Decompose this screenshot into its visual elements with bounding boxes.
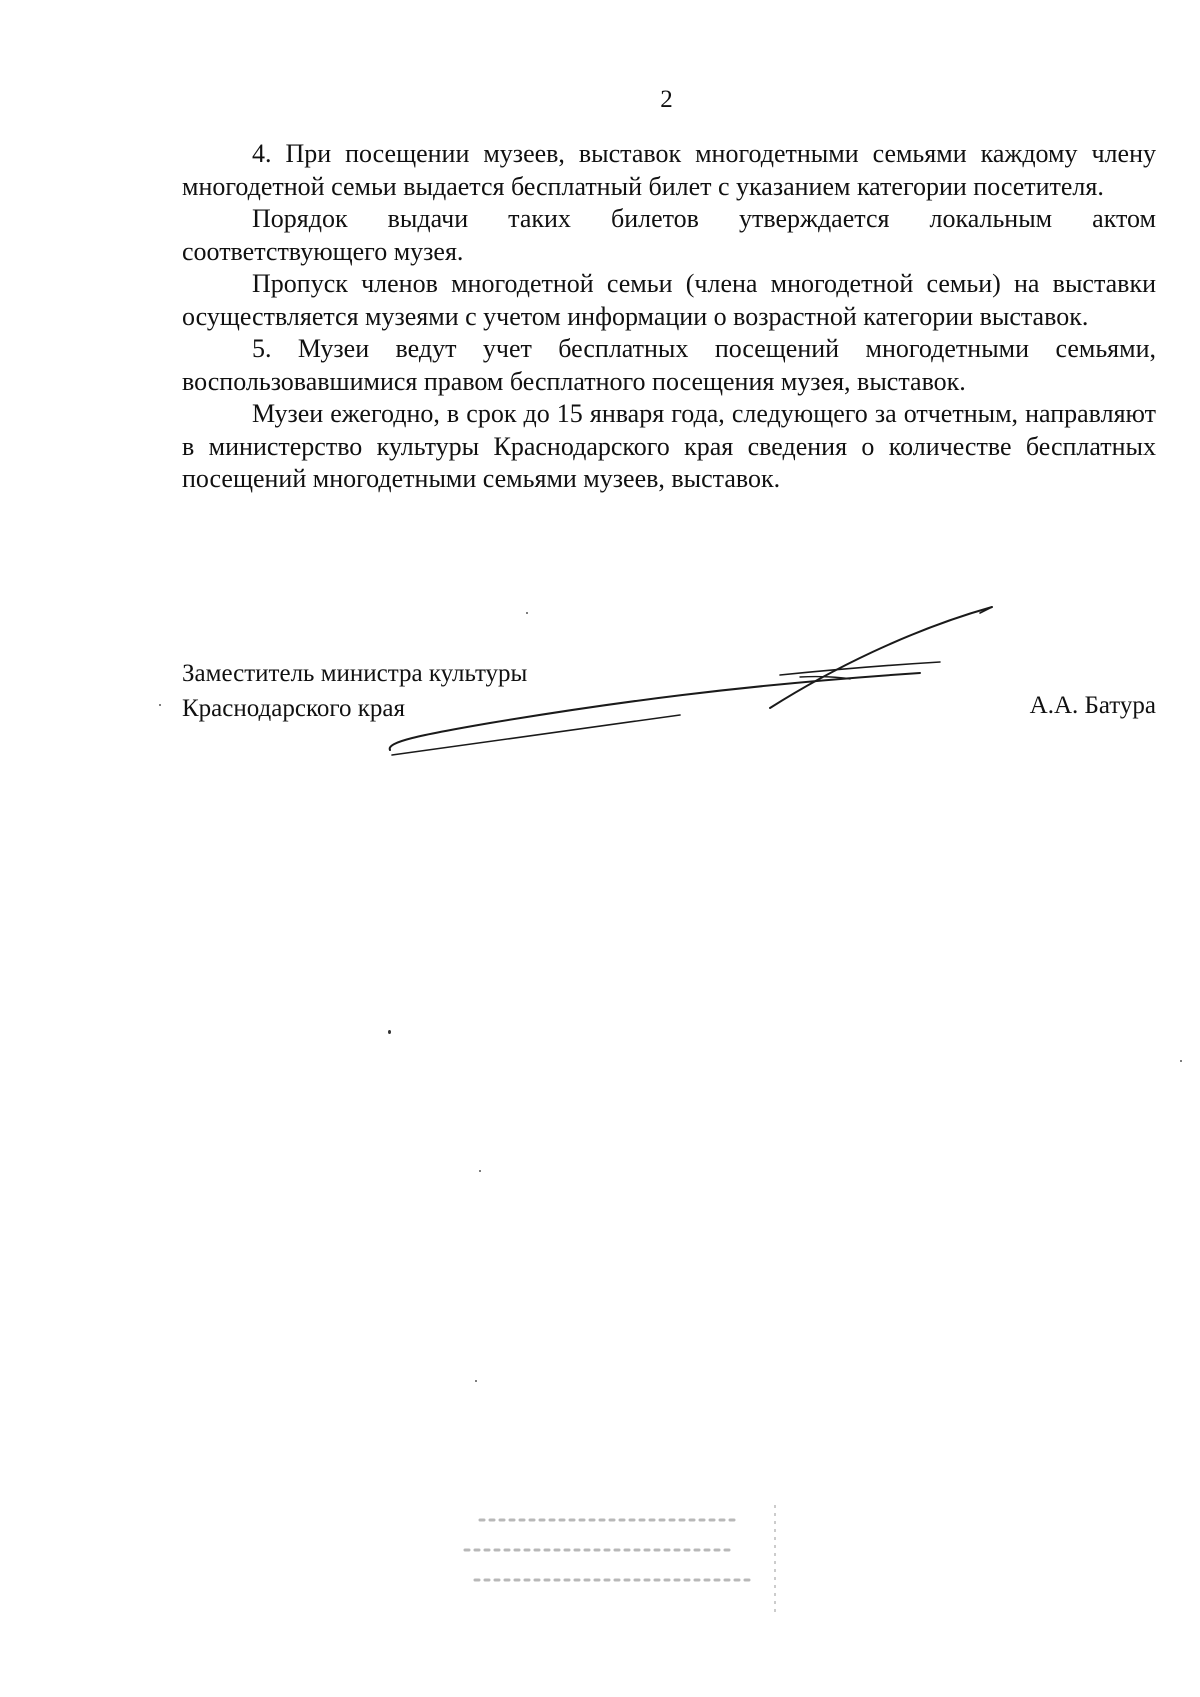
scan-speck (388, 1030, 391, 1034)
signer-position-line-1: Заместитель министра культуры (182, 660, 528, 687)
scan-speck (159, 704, 161, 706)
paragraph-5: Музеи ежегодно, в срок до 15 января года, следующего за отчетным, направляют в министерство культуры Краснодарского края сведения о количестве бесплатных посещений многодетными семьями музеев, выставок. (182, 399, 1156, 493)
signer-name: А.А. Батура (1029, 692, 1156, 719)
signer-position-line-2: Краснодарского края (182, 695, 405, 722)
scan-speck (475, 1380, 477, 1382)
scan-speck (1180, 1060, 1182, 1062)
paragraph-1: 4. При посещении музеев, выставок многодетными семьями каждому члену многодетной семьи выдается бесплатный билет с указанием категории посетителя. (182, 139, 1156, 201)
document-body (182, 138, 1156, 496)
handwritten-signature (380, 595, 1020, 775)
paragraph-4: 5. Музеи ведут учет бесплатных посещений многодетными семьями, воспользовавшимися правом бесплатного посещения музея, выставок. (182, 334, 1156, 396)
faded-stamp (460, 1500, 790, 1620)
scan-speck (479, 1170, 481, 1172)
paragraph-2: Порядок выдачи таких билетов утверждается локальным актом соответствующего музея. (182, 204, 1156, 266)
page-number: 2 (660, 86, 673, 113)
paragraph-3: Пропуск членов многодетной семьи (члена многодетной семьи) на выставки осуществляется музеями с учетом информации о возрастной категории выставок. (182, 269, 1156, 331)
scan-speck (526, 612, 528, 614)
